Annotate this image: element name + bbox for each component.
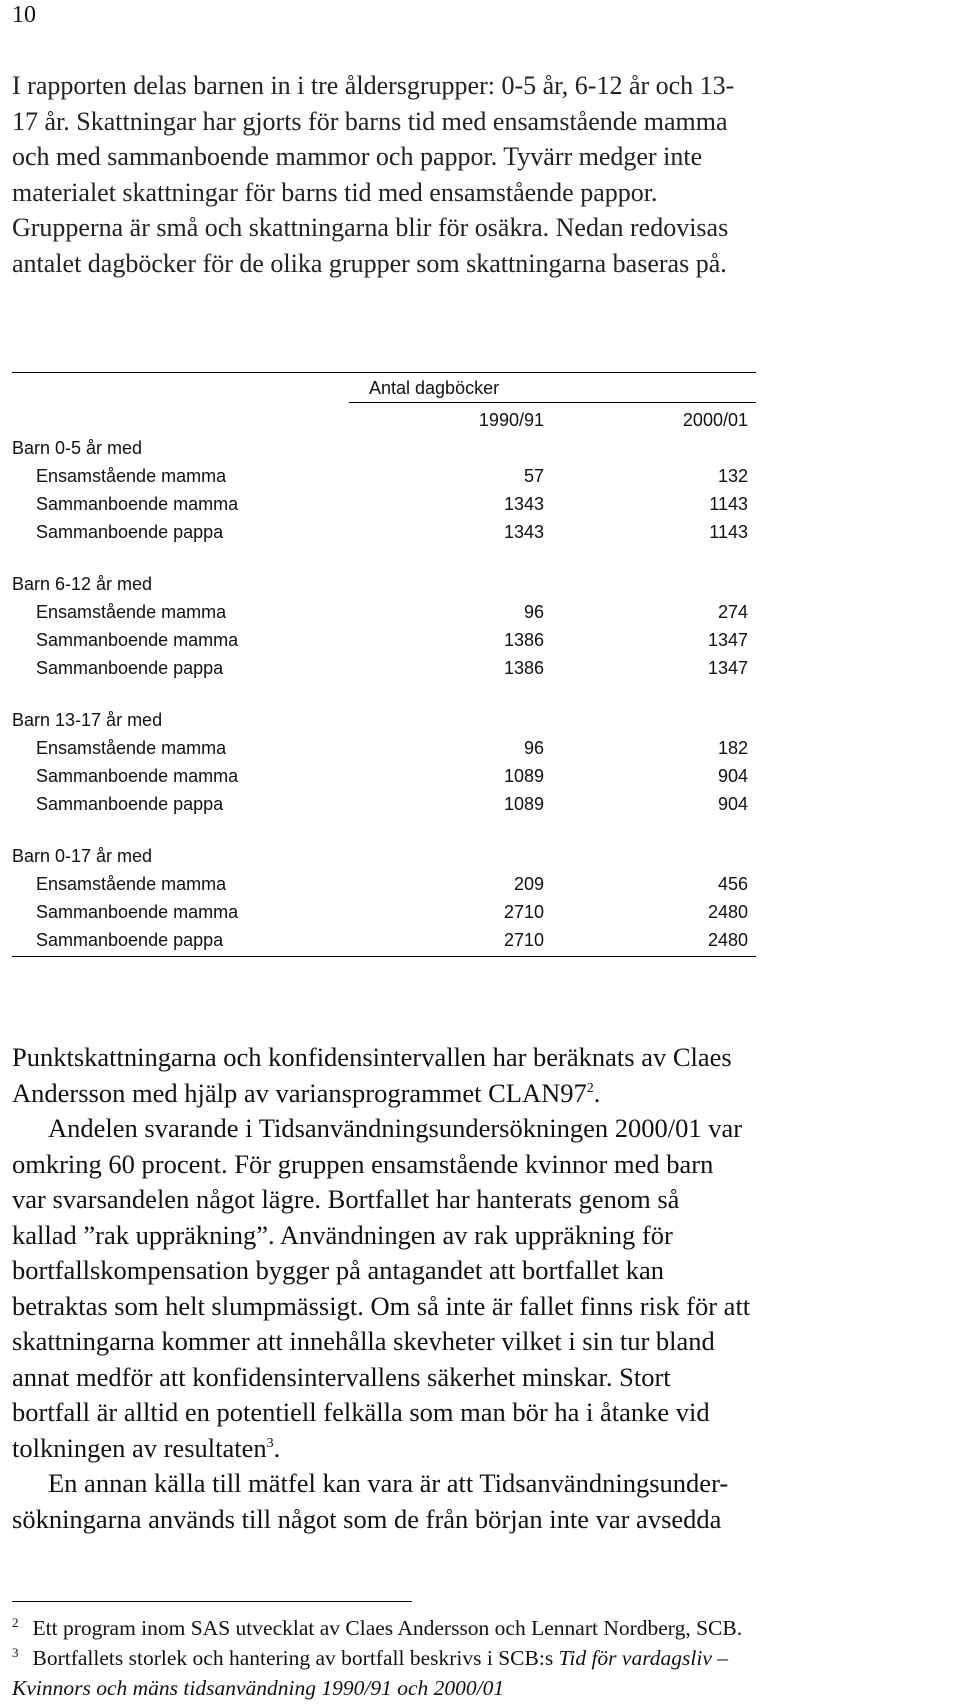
table-cell-2000-01: 182: [717, 738, 748, 758]
table-group-title-row: [12, 846, 756, 874]
table-cell-2000-01: 1143: [709, 522, 748, 542]
table-cell-1990-91: 96: [523, 738, 544, 758]
body-line: var svarsandelen något lägre. Bortfallet har hanterats genom så: [12, 1184, 680, 1214]
table-cell-2000-01: 904: [717, 766, 748, 786]
column-header-2000-01: 2000/01: [682, 410, 748, 430]
footnote-number: 3: [12, 1644, 19, 1660]
footnote-title-italic: Tid för vardagsliv –: [558, 1646, 729, 1670]
footnote-2: [12, 1613, 952, 1643]
table-row-label: Sammanboende pappa: [36, 930, 224, 950]
body-line: [12, 1431, 947, 1467]
table-group-title: Barn 13-17 år med: [12, 710, 163, 730]
table-cell-1990-91: 1343: [503, 494, 544, 514]
footnote-separator: [12, 1601, 412, 1602]
table-row-label: Ensamstående mamma: [36, 874, 227, 894]
body-paragraphs: [12, 1040, 947, 1537]
table-group-title: Barn 0-17 år med: [12, 846, 153, 866]
table-group-title-row: [12, 574, 756, 602]
table-cell-1990-91: 57: [523, 466, 544, 486]
table-row-label: Sammanboende pappa: [36, 658, 224, 678]
table-cell-1990-91: 1343: [503, 522, 544, 542]
body-line: bortfallskompensation bygger på antagandet att bortfallet kan: [12, 1255, 664, 1285]
body-line: sökningarna används till något som de från början inte var avsedda: [12, 1503, 722, 1534]
table-cell-2000-01: 132: [717, 466, 748, 486]
intro-line: och med sammanboende mammor och pappor. Tyvärr medger inte: [12, 142, 703, 171]
table-row: [12, 794, 756, 822]
table-cell-2000-01: 1347: [707, 658, 748, 678]
table-row-label: Sammanboende mamma: [36, 766, 239, 786]
footnote-3: [12, 1643, 952, 1673]
table-row: [12, 902, 756, 930]
table-row: [12, 522, 756, 550]
body-line: betraktas som helt slumpmässigt. Om så inte är fallet finns risk för att: [12, 1290, 751, 1321]
table-row: [12, 602, 756, 630]
table-row-label: Ensamstående mamma: [36, 738, 227, 758]
footnote-title-italic: Kvinnors och mäns tidsanvändning 1990/91 och 2000/01: [12, 1676, 505, 1700]
column-header-1990-91: 1990/91: [478, 410, 544, 430]
intro-line: Grupperna är små och skattningarna blir för osäkra. Nedan redovisas: [12, 213, 729, 242]
table-row: [12, 466, 756, 494]
footnote-ref-2: 2: [586, 1080, 594, 1096]
table-cell-2000-01: 1143: [709, 494, 748, 514]
table-row-label: Sammanboende pappa: [36, 794, 224, 814]
footnote-3-continuation: [12, 1673, 952, 1703]
body-line: Punktskattningarna och konfidensintervallen har beräknats av Claes: [12, 1042, 732, 1072]
table-row: [12, 494, 756, 522]
footnote-ref-3: 3: [266, 1435, 274, 1451]
intro-line: materialet skattningar för barns tid med ensamstående pappor.: [12, 177, 658, 207]
table-cell-2000-01: 1347: [707, 630, 748, 650]
diary-count-table: [12, 372, 756, 957]
footnote-number: 2: [12, 1614, 19, 1630]
table-top-rule: [12, 372, 756, 373]
footnote-text: Ett program inom SAS utvecklat av Claes Andersson och Lennart Nordberg, SCB.: [32, 1616, 743, 1640]
table-row: [12, 630, 756, 658]
body-line-text: Andersson med hjälp av variansprogrammet CLAN97: [12, 1077, 587, 1108]
table-row: [12, 658, 756, 686]
body-line: [12, 1076, 947, 1112]
table-cell-1990-91: 1386: [503, 630, 544, 650]
table-cell-1990-91: 1089: [503, 794, 544, 814]
footnotes: [12, 1613, 952, 1703]
body-line: annat medför att konfidensintervallens säkerhet minskar. Stort: [12, 1361, 671, 1392]
table-cell-1990-91: 96: [523, 602, 544, 622]
table-cell-2000-01: 456: [717, 874, 748, 894]
table-bottom-rule: [12, 956, 756, 957]
table-cell-1990-91: 2710: [503, 902, 544, 922]
table-row-label: Sammanboende pappa: [36, 522, 224, 542]
body-line: kallad ”rak uppräkning”. Användningen av rak uppräkning för: [12, 1219, 673, 1250]
intro-line: 17 år. Skattningar har gjorts för barns tid med ensamstående mamma: [12, 106, 728, 136]
body-line: Andelen svarande i Tidsanvändningsundersökningen 2000/01 var: [48, 1113, 743, 1143]
table-row: [12, 874, 756, 902]
table-group-title-row: [12, 438, 756, 466]
table-row: [12, 738, 756, 766]
body-line: bortfall är alltid en potentiell felkälla som man bör ha i åtanke vid: [12, 1397, 710, 1427]
table-cell-2000-01: 274: [717, 602, 748, 622]
table-row-label: Sammanboende mamma: [36, 494, 239, 514]
table-row: [12, 930, 756, 958]
body-line: skattningarna kommer att innehålla skevheter vilket i sin tur bland: [12, 1326, 715, 1356]
body-line-end: .: [593, 1077, 601, 1108]
table-row-label: Ensamstående mamma: [36, 466, 227, 486]
table-cell-2000-01: 904: [717, 794, 748, 814]
body-line: omkring 60 procent. För gruppen ensamstående kvinnor med barn: [12, 1148, 714, 1179]
intro-line: antalet dagböcker för de olika grupper som skattningarna baseras på.: [12, 248, 727, 278]
intro-line: I rapporten delas barnen in i tre åldersgrupper: 0-5 år, 6-12 år och 13-: [12, 71, 735, 100]
table-header-title: Antal dagböcker: [369, 378, 500, 398]
table-row-label: Sammanboende mamma: [36, 630, 239, 650]
page-number: 10: [12, 2, 36, 28]
table-header-rule: [349, 402, 756, 403]
table-cell-1990-91: 1089: [503, 766, 544, 786]
table-cell-1990-91: 1386: [503, 658, 544, 678]
body-line-text: tolkningen av resultaten: [12, 1432, 267, 1463]
table-group-title: Barn 6-12 år med: [12, 574, 153, 594]
table-cell-1990-91: 2710: [503, 930, 544, 950]
table-row-label: Sammanboende mamma: [36, 902, 239, 922]
footnote-text: Bortfallets storlek och hantering av bortfall beskrivs i SCB:s: [32, 1646, 559, 1670]
table-row: [12, 766, 756, 794]
table-cell-2000-01: 2480: [707, 930, 748, 950]
table-row-label: Ensamstående mamma: [36, 602, 227, 622]
table-column-header-row: [12, 410, 756, 438]
table-body: [12, 438, 756, 958]
table-group-title-row: [12, 710, 756, 738]
body-line: En annan källa till mätfel kan vara är att Tidsanvändningsunder-: [48, 1468, 729, 1498]
table-group-title: Barn 0-5 år med: [12, 438, 143, 458]
intro-paragraph: [12, 68, 912, 281]
table-cell-1990-91: 209: [513, 874, 544, 894]
table-cell-2000-01: 2480: [707, 902, 748, 922]
body-line-end: .: [273, 1432, 281, 1463]
